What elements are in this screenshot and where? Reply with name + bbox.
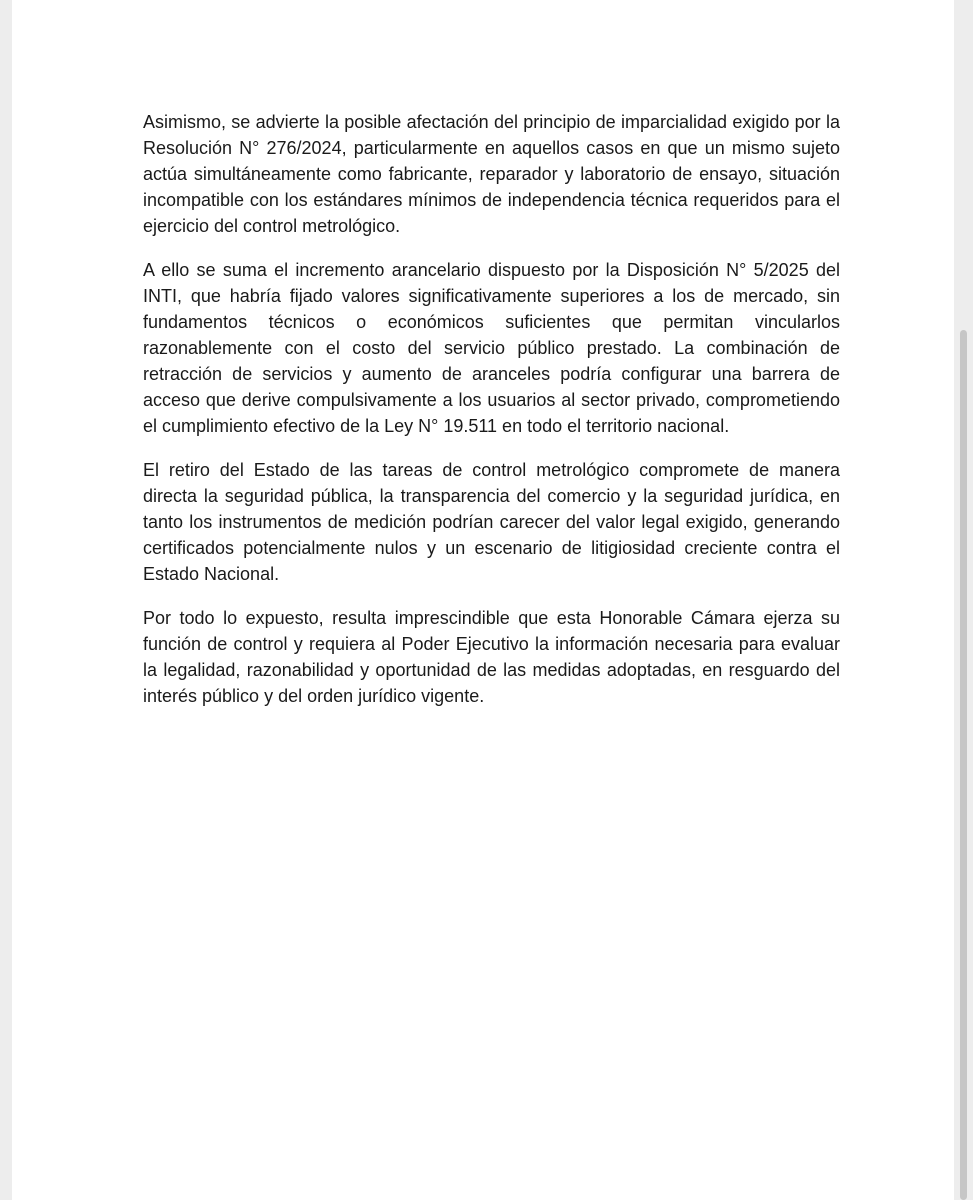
- document-page: [12, 0, 954, 1200]
- paragraph-conclusion: Por todo lo expuesto, resulta imprescindible que esta Honorable Cámara ejerza su función de control y requiera al Poder Ejecutivo la información necesaria para evaluar la legalidad, razonabilidad y oportunidad de las medidas adoptadas, en resguardo del interés público y del orden jurídico vigente.: [143, 608, 840, 706]
- vertical-scrollbar[interactable]: [956, 0, 973, 1200]
- paragraph-incremento-arancelario: A ello se suma el incremento arancelario dispuesto por la Disposición N° 5/2025 del INTI, que habría fijado valores significativamente superiores a los de mercado, sin fundamentos técnicos o económicos suficientes que permitan vincularlos razonablemente con el costo del servicio público prestado. La combinación de retracción de servicios y aumento de aranceles podría configurar una barrera de acceso que derive compulsivamente a los usuarios al sector privado, comprometiendo el cumplimiento efectivo de la Ley N° 19.511 en todo el territorio nacional.: [143, 260, 840, 436]
- paragraph-retiro-del-estado: El retiro del Estado de las tareas de control metrológico compromete de manera directa la seguridad pública, la transparencia del comercio y la seguridad jurídica, en tanto los instrumentos de medición podrían carecer del valor legal exigido, generando certificados potencialmente nulos y un escenario de litigiosidad creciente contra el Estado Nacional.: [143, 460, 840, 584]
- page-body: [143, 109, 840, 727]
- paragraph-imparcialidad: Asimismo, se advierte la posible afectación del principio de imparcialidad exigido por la Resolución N° 276/2024, particularmente en aquellos casos en que un mismo sujeto actúa simultáneamente como fabricante, reparador y laboratorio de ensayo, situación incompatible con los estándares mínimos de independencia técnica requeridos para el ejercicio del control metrológico.: [143, 112, 840, 236]
- scrollbar-thumb[interactable]: [960, 330, 967, 1200]
